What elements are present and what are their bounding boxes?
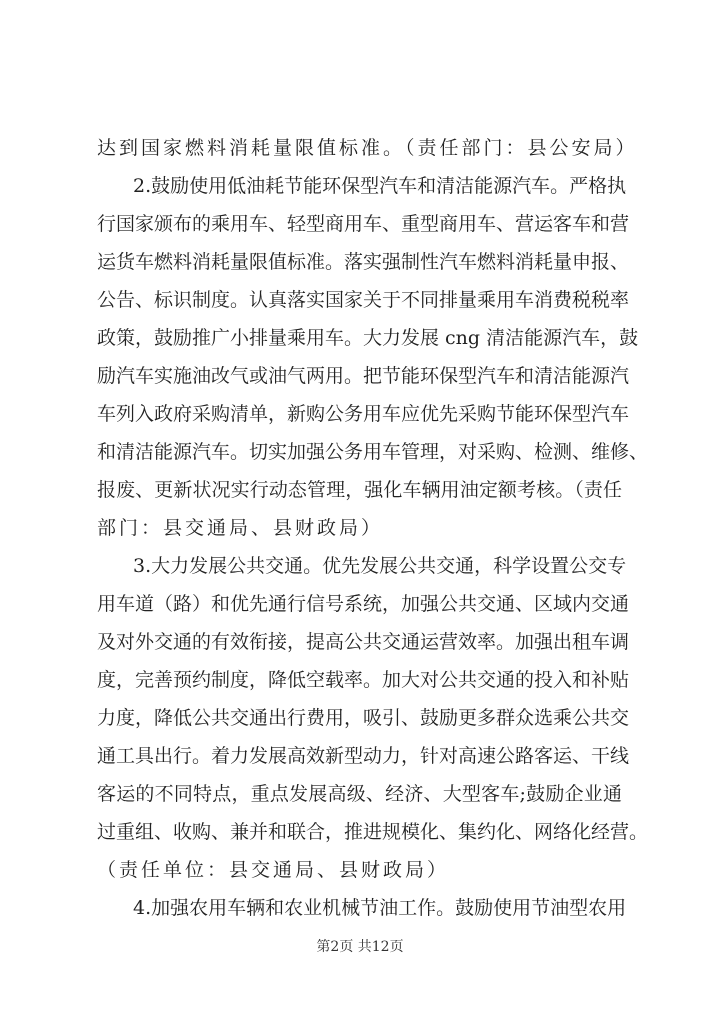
text-line: 及对外交通的有效衔接，提高公共交通运营效率。加强出租车调 (97, 631, 630, 653)
text-line: 达到国家燃料消耗量限值标准。（责任部门：县公安局） (97, 137, 638, 159)
text-line: 过重组、收购、兼并和联合，推进规模化、集约化、网络化经营。 (97, 821, 649, 843)
text-line: 2.鼓励使用低油耗节能环保型汽车和清洁能源汽车。严格执 (133, 175, 627, 197)
text-line: 力度，降低公共交通出行费用，吸引、鼓励更多群众选乘公共交 (97, 707, 630, 729)
text-line: 4.加强农用车辆和农业机械节油工作。鼓励使用节油型农用 (133, 897, 627, 919)
text-line: 和清洁能源汽车。切实加强公务用车管理，对采购、检测、维修、 (97, 441, 649, 463)
text-line: （责任单位：县交通局、县财政局） (97, 859, 450, 881)
text-line: 度，完善预约制度，降低空载率。加大对公共交通的投入和补贴 (97, 669, 630, 691)
text-line: 报废、更新状况实行动态管理，强化车辆用油定额考核。（责任 (97, 479, 622, 501)
text-line: 用车道（路）和优先通行信号系统，加强公共交通、区域内交通 (97, 593, 630, 615)
text-line: 客运的不同特点，重点发展高级、经济、大型客车;鼓励企业通 (97, 783, 622, 805)
text-line: 3.大力发展公共交通。优先发展公共交通，科学设置公交专 (133, 555, 627, 577)
text-line: 励汽车实施油改气或油气两用。把节能环保型汽车和清洁能源汽 (97, 365, 630, 387)
text-line: 通工具出行。着力发展高效新型动力，针对高速公路客运、干线 (97, 745, 630, 767)
text-line: 部门：县交通局、县财政局） (97, 517, 384, 539)
text-line: 车列入政府采购清单，新购公务用车应优先采购节能环保型汽车 (97, 403, 630, 425)
page-number-footer: 第2页 共12页 (316, 939, 404, 955)
text-line: 运货车燃料消耗量限值标准。落实强制性汽车燃料消耗量申报、 (97, 251, 630, 273)
text-line: 公告、标识制度。认真落实国家关于不同排量乘用车消费税税率 (97, 289, 630, 311)
text-line: 政策，鼓励推广小排量乘用车。大力发展 cng 清洁能源汽车，鼓 (97, 327, 639, 349)
text-line: 行国家颁布的乘用车、轻型商用车、重型商用车、营运客车和营 (97, 213, 630, 235)
